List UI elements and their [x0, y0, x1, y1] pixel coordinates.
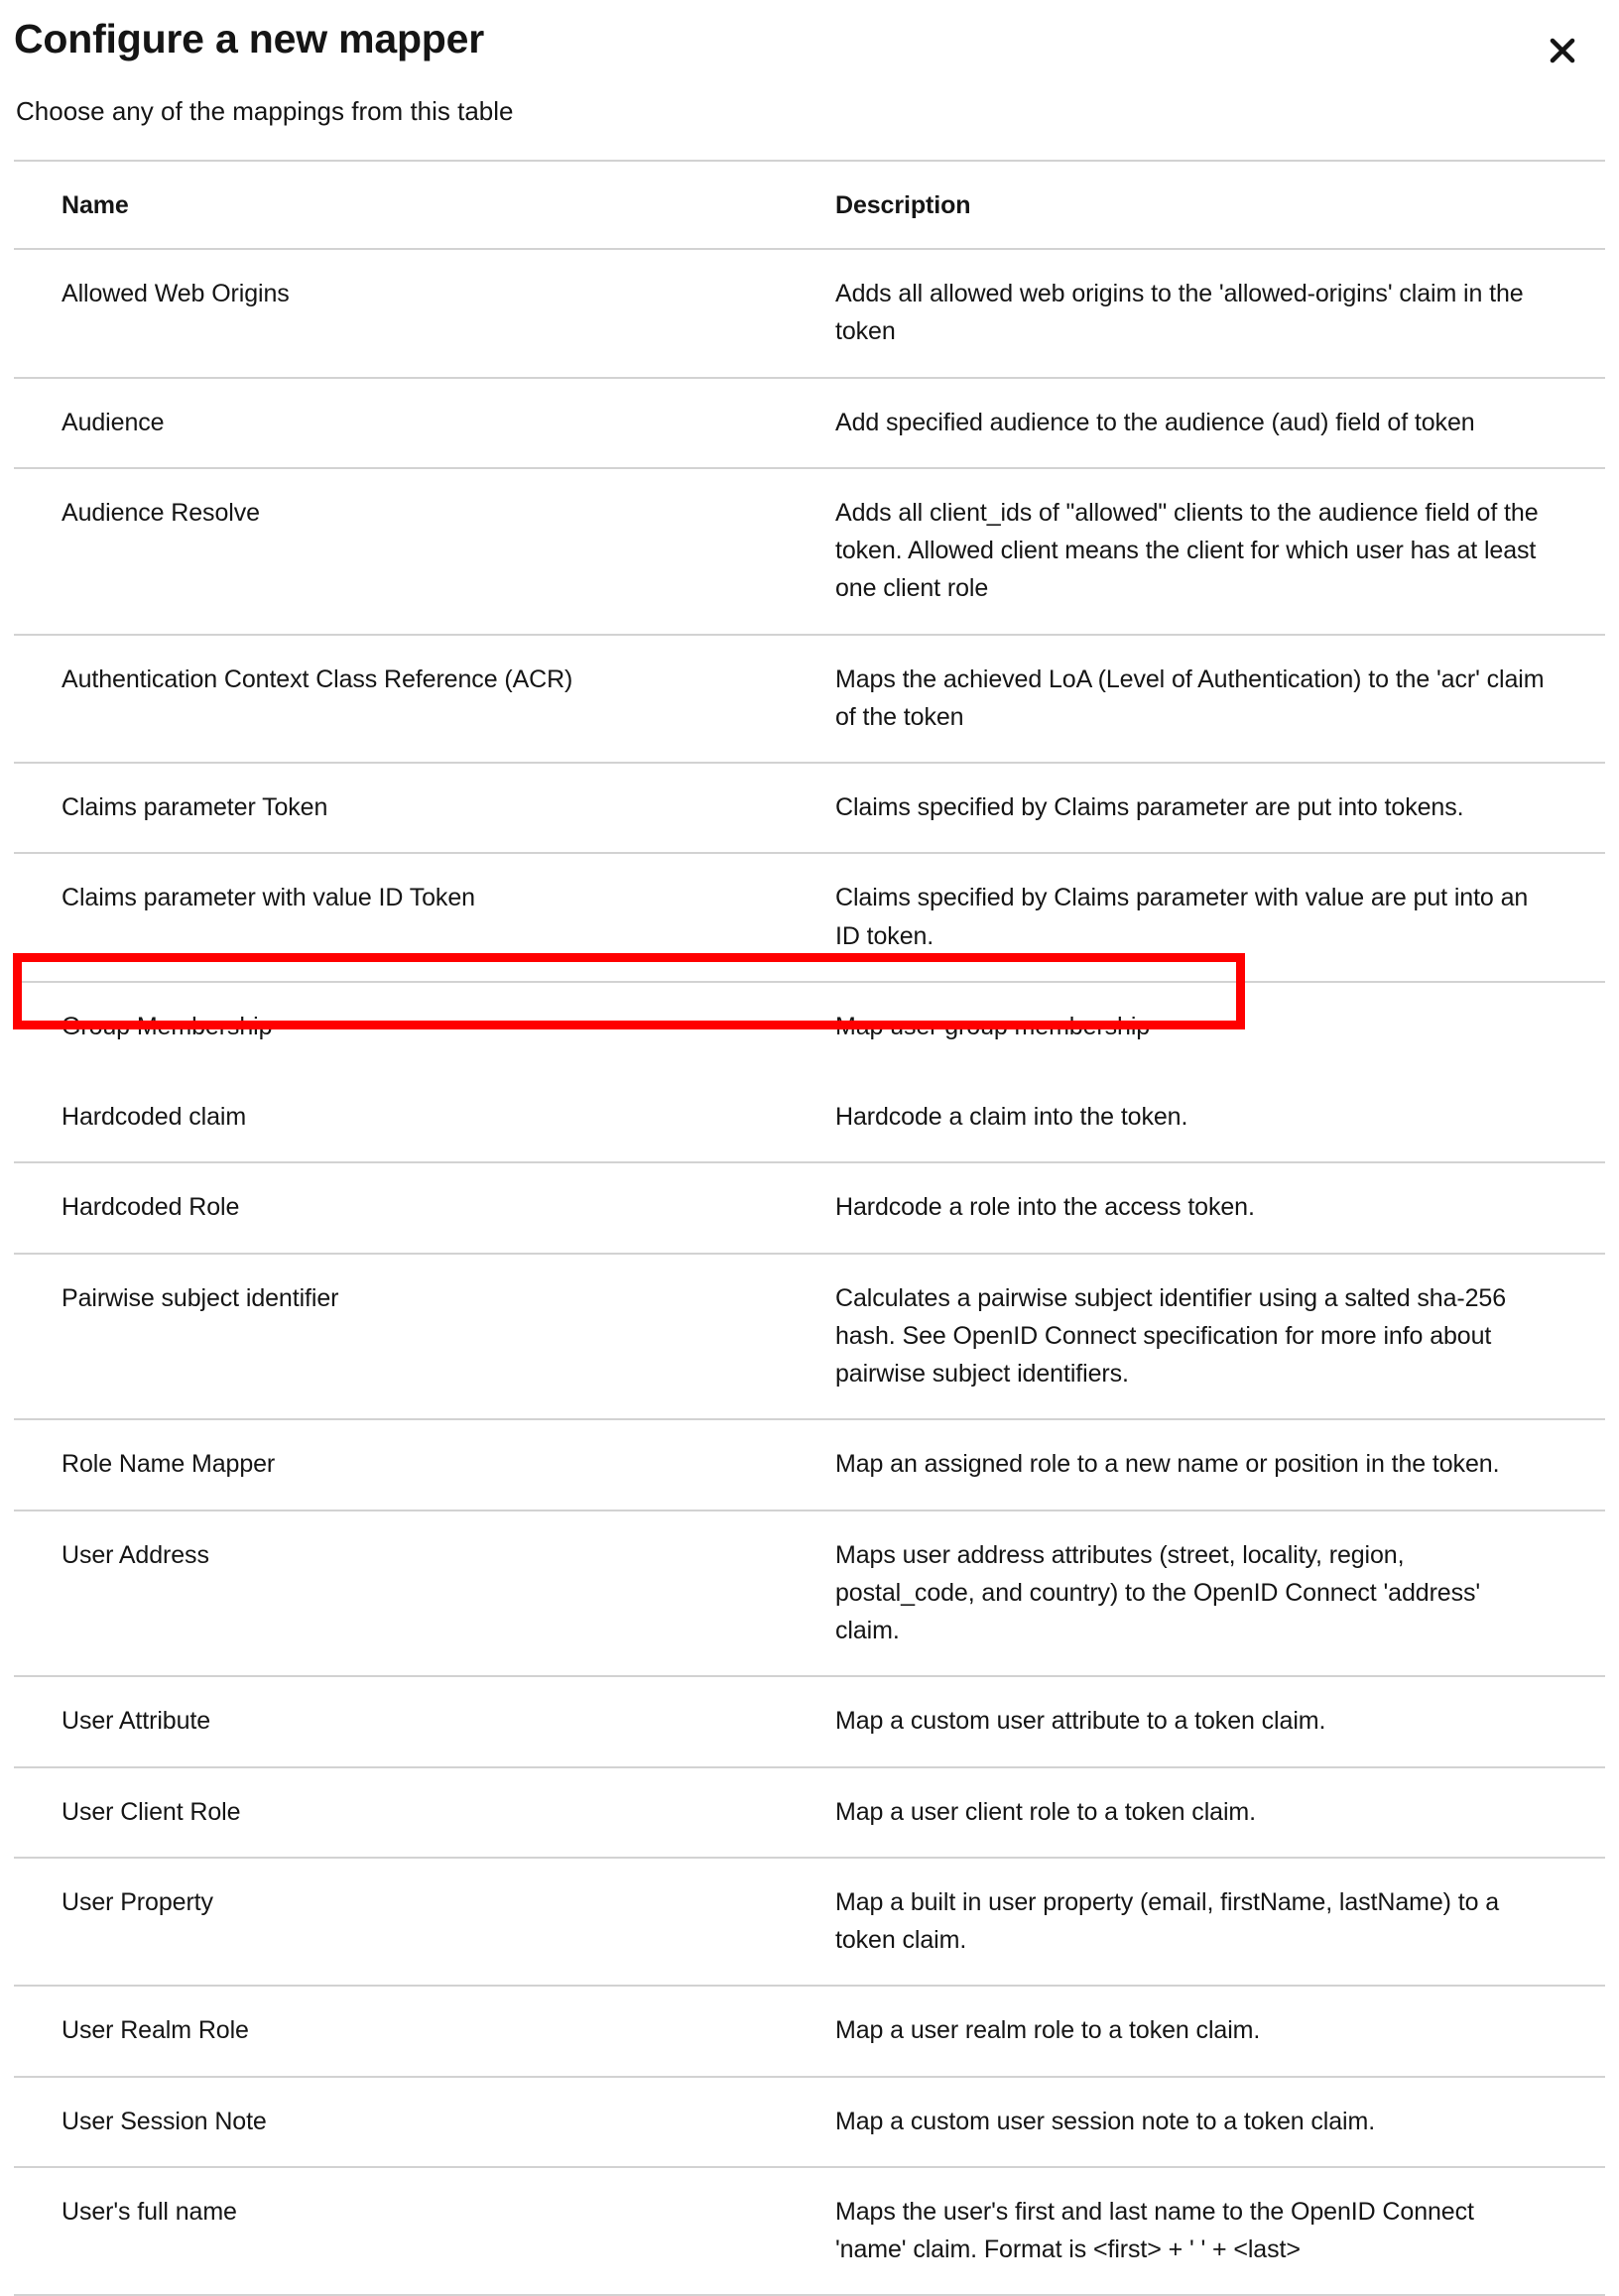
cell-mapper-name: Claims parameter with value ID Token [14, 853, 821, 982]
cell-mapper-name: Audience [14, 378, 821, 468]
cell-mapper-description: Maps the achieved LoA (Level of Authentication) to the 'acr' claim of the token [821, 635, 1605, 764]
close-icon [1548, 36, 1577, 65]
table-row[interactable] [14, 1767, 1605, 1858]
table-row[interactable] [14, 1858, 1605, 1987]
table-row[interactable] [14, 1986, 1605, 2076]
page-title: Configure a new mapper [14, 16, 485, 61]
table-row[interactable] [14, 2167, 1605, 2296]
table-header-row [14, 161, 1605, 249]
table-row[interactable] [14, 1162, 1605, 1253]
cell-mapper-name: Pairwise subject identifier [14, 1254, 821, 1420]
column-header-description: Description [821, 161, 1605, 249]
cell-mapper-name: User Property [14, 1858, 821, 1987]
cell-mapper-name: Audience Resolve [14, 468, 821, 635]
cell-mapper-name: User Realm Role [14, 1986, 821, 2076]
cell-mapper-name: User Session Note [14, 2077, 821, 2167]
cell-mapper-name: Hardcoded Role [14, 1162, 821, 1253]
table-row[interactable] [14, 1072, 1605, 1162]
table-row[interactable] [14, 378, 1605, 468]
table-row[interactable] [14, 468, 1605, 635]
cell-mapper-name: Allowed Web Origins [14, 249, 821, 378]
cell-mapper-description: Map a user realm role to a token claim. [821, 1986, 1605, 2076]
cell-mapper-name: Role Name Mapper [14, 1419, 821, 1510]
cell-mapper-description: Hardcode a role into the access token. [821, 1162, 1605, 1253]
table-row[interactable] [14, 635, 1605, 764]
cell-mapper-description: Calculates a pairwise subject identifier using a salted sha-256 hash. See OpenID Connect specification for more info about pairwise subject identifiers. [821, 1254, 1605, 1420]
table-row[interactable] [14, 1676, 1605, 1766]
cell-mapper-description: Map a custom user attribute to a token claim. [821, 1676, 1605, 1766]
cell-mapper-description: Map a user client role to a token claim. [821, 1767, 1605, 1858]
cell-mapper-description: Claims specified by Claims parameter with value are put into an ID token. [821, 853, 1605, 982]
cell-mapper-name: Authentication Context Class Reference (ACR) [14, 635, 821, 764]
table-row[interactable] [14, 853, 1605, 982]
table-row[interactable] [14, 763, 1605, 853]
cell-mapper-description: Adds all allowed web origins to the 'allowed-origins' claim in the token [821, 249, 1605, 378]
cell-mapper-description: Hardcode a claim into the token. [821, 1072, 1605, 1162]
cell-mapper-description: Adds all client_ids of "allowed" clients to the audience field of the token. Allowed client means the client for which user has at least one client role [821, 468, 1605, 635]
table-row[interactable] [14, 249, 1605, 378]
table-body [14, 249, 1605, 2295]
cell-mapper-description: Map user group membership [835, 1012, 1151, 1040]
cell-mapper-description: Map a built in user property (email, firstName, lastName) to a token claim. [821, 1858, 1605, 1987]
cell-mapper-description: Map a custom user session note to a token claim. [821, 2077, 1605, 2167]
table-row[interactable] [14, 1511, 1605, 1677]
cell-mapper-description: Claims specified by Claims parameter are put into tokens. [821, 763, 1605, 853]
table-head [14, 161, 1605, 249]
dialog-subtitle: Choose any of the mappings from this table [16, 96, 514, 126]
table-row[interactable] [14, 2077, 1605, 2167]
cell-mapper-name: User Address [14, 1511, 821, 1677]
cell-mapper-description: Map an assigned role to a new name or position in the token. [821, 1419, 1605, 1510]
cell-mapper-name: User Client Role [14, 1767, 821, 1858]
cell-mapper-description: Maps the user's first and last name to the OpenID Connect 'name' claim. Format is <first> + ' ' + <last> [821, 2167, 1605, 2296]
mapper-table [14, 160, 1605, 2296]
cell-mapper-name: User Attribute [14, 1676, 821, 1766]
cell-mapper-name: Hardcoded claim [14, 1072, 821, 1162]
table-row[interactable] [14, 1254, 1605, 1420]
table-row[interactable] [14, 982, 1605, 1072]
cell-mapper-name: Claims parameter Token [14, 763, 821, 853]
close-button[interactable] [1540, 28, 1585, 73]
table-row[interactable] [14, 1419, 1605, 1510]
cell-mapper-name: User's full name [14, 2167, 821, 2296]
cell-mapper-name: Group Membership [62, 1012, 273, 1040]
cell-mapper-description: Add specified audience to the audience (aud) field of token [821, 378, 1605, 468]
cell-mapper-description: Maps user address attributes (street, locality, region, postal_code, and country) to the OpenID Connect 'address' claim. [821, 1511, 1605, 1677]
column-header-name: Name [14, 161, 821, 249]
